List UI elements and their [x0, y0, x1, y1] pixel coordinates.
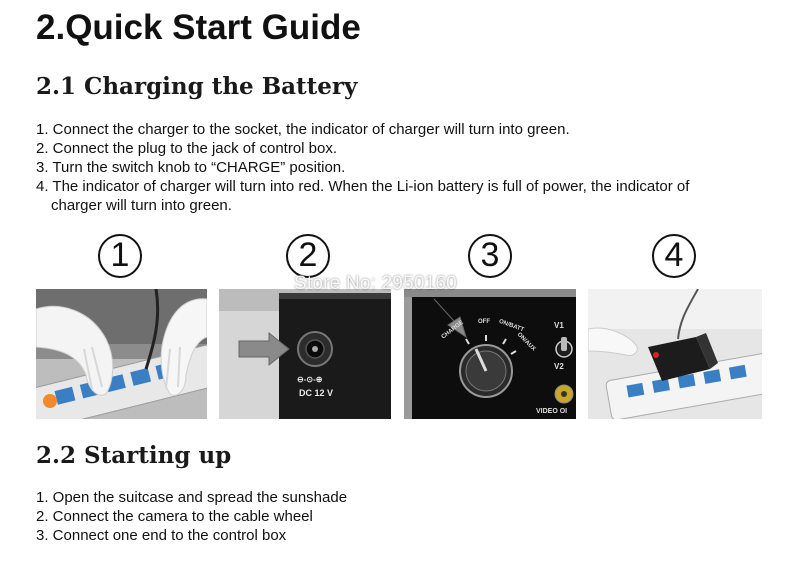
charging-step-4 — [36, 177, 689, 215]
section-title-charging: 2.1 Charging the Battery — [36, 73, 358, 100]
step-number-3: 3 — [468, 234, 512, 278]
step-number-1: 1 — [98, 234, 142, 278]
photo-control-box-jack — [219, 289, 391, 419]
photo-switch-knob — [404, 289, 576, 419]
charging-step-1: 1. Connect the charger to the socket, the indicator of charger will turn into green. — [36, 121, 570, 138]
charging-step-4-line-1: 4. The indicator of charger will turn into red. When the Li-ion battery is full of power, the indicator of — [36, 178, 690, 195]
knob-label-on-batt: ON/BATT — [497, 318, 525, 334]
startup-step-1: 1. Open the suitcase and spread the sunshade — [36, 489, 348, 506]
switch-knob-illustration — [404, 289, 576, 419]
section-title-starting-up: 2.2 Starting up — [36, 442, 232, 469]
step-number-2: 2 — [286, 234, 330, 278]
startup-step-2: 2. Connect the camera to the cable wheel — [36, 508, 313, 525]
step-number-4: 4 — [652, 234, 696, 278]
photo-charger-socket — [36, 289, 207, 419]
jack-voltage-label: DC 12 V — [299, 388, 334, 398]
knob-label-charge: CHARGE — [440, 319, 465, 341]
charging-step-3: 3. Turn the switch knob to “CHARGE” position. — [36, 159, 346, 176]
charging-step-4-line-2: charger will turn into green. — [51, 197, 232, 214]
video-out-label: VIDEO OI — [536, 408, 568, 415]
control-box-jack-illustration — [219, 289, 391, 419]
toggle-label-v2: V2 — [554, 362, 564, 371]
page-title: 2.Quick Start Guide — [36, 8, 361, 47]
charger-socket-illustration — [36, 289, 207, 419]
startup-steps-list — [36, 488, 347, 545]
photo-charger-indicator — [588, 289, 762, 419]
jack-polarity-label: ⊖-⊙-⊕ — [297, 375, 323, 384]
startup-step-3: 3. Connect one end to the control box — [36, 527, 287, 544]
knob-label-on-aux: ON/AUX — [515, 331, 537, 353]
charger-indicator-illustration — [588, 289, 762, 419]
store-watermark: Store No: 2950160 — [294, 273, 457, 294]
toggle-label-v1: V1 — [554, 321, 564, 330]
charging-step-2: 2. Connect the plug to the jack of control box. — [36, 140, 338, 157]
knob-label-off: OFF — [478, 319, 490, 325]
charging-steps-list — [36, 120, 689, 215]
